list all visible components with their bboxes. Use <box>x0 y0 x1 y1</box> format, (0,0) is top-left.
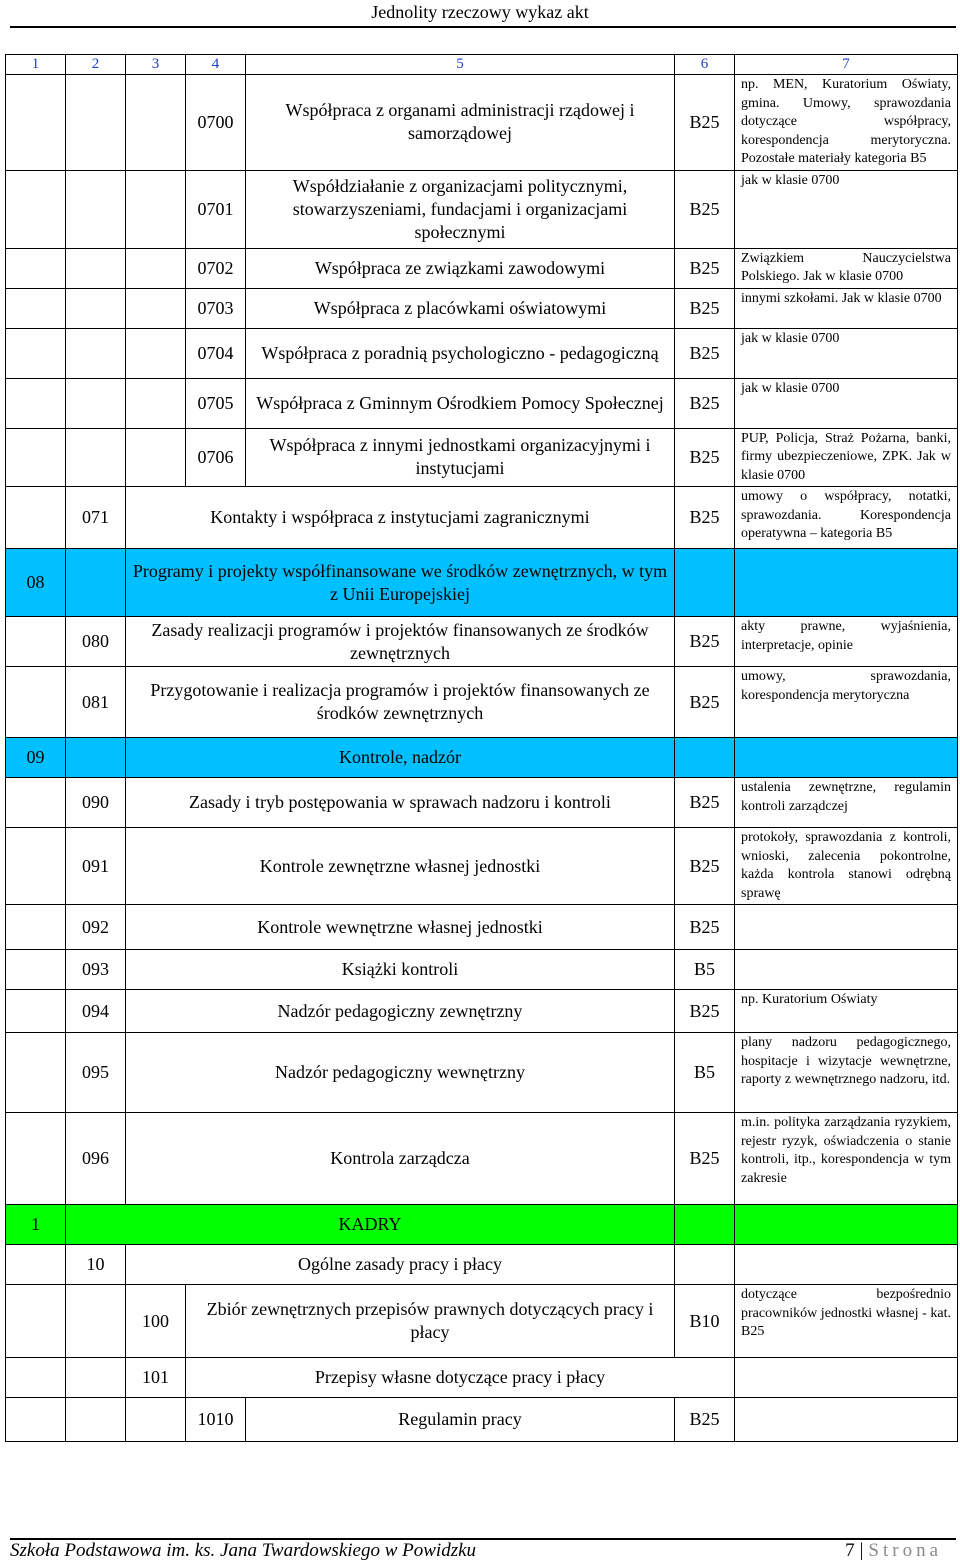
category-cell: B25 <box>675 248 735 288</box>
notes-cell: ustalenia zewnętrzne, regulamin kontroli zarządczej <box>735 778 958 828</box>
code-cell <box>6 1033 66 1113</box>
code-cell: 09 <box>6 738 66 778</box>
class-name-cell: Kontrole, nadzór <box>126 738 675 778</box>
class-name-cell: Współpraca ze związkami zawodowymi <box>246 248 675 288</box>
code-cell <box>66 428 126 487</box>
code-cell <box>126 75 186 171</box>
table-row <box>6 170 958 248</box>
category-cell: B25 <box>675 1398 735 1442</box>
code-cell <box>6 667 66 738</box>
table-row <box>6 549 958 617</box>
class-name-cell: Przepisy własne dotyczące pracy i płacy <box>186 1358 735 1398</box>
column-number: 4 <box>186 55 246 75</box>
code-cell: 0706 <box>186 428 246 487</box>
code-cell: 0703 <box>186 288 246 328</box>
code-cell <box>6 1113 66 1205</box>
code-cell <box>6 248 66 288</box>
code-cell <box>126 328 186 378</box>
code-cell <box>6 428 66 487</box>
code-cell: 08 <box>6 549 66 617</box>
code-cell <box>126 378 186 428</box>
class-name-cell: Współpraca z poradnią psychologiczno - pedagogiczną <box>246 328 675 378</box>
table-row <box>6 950 958 990</box>
category-cell <box>675 1245 735 1285</box>
code-cell: 071 <box>66 487 126 549</box>
table-row <box>6 1245 958 1285</box>
code-cell: 093 <box>66 950 126 990</box>
category-cell <box>675 549 735 617</box>
code-cell <box>6 617 66 667</box>
category-cell: B25 <box>675 75 735 171</box>
notes-cell: akty prawne, wyjaśnienia, interpretacje, opinie <box>735 617 958 667</box>
notes-cell <box>735 1398 958 1442</box>
code-cell <box>6 328 66 378</box>
code-cell <box>66 549 126 617</box>
code-cell: 100 <box>126 1285 186 1358</box>
notes-cell <box>735 1245 958 1285</box>
table-row <box>6 1113 958 1205</box>
category-cell: B25 <box>675 1113 735 1205</box>
class-name-cell: Przygotowanie i realizacja programów i projektów finansowanych ze środków zewnętrznych <box>126 667 675 738</box>
notes-cell: m.in. polityka zarządzania ryzykiem, rejestr ryzyk, oświadczenia o stanie kontroli, itp., korespondencja w tym zakresie <box>735 1113 958 1205</box>
class-name-cell: Kontrola zarządcza <box>126 1113 675 1205</box>
category-cell: B25 <box>675 378 735 428</box>
code-cell <box>66 170 126 248</box>
column-number: 1 <box>6 55 66 75</box>
code-cell: 081 <box>66 667 126 738</box>
category-cell: B25 <box>675 288 735 328</box>
table-row <box>6 1398 958 1442</box>
notes-cell: PUP, Policja, Straż Pożarna, banki, firmy ubezpieczeniowe, ZPK. Jak w klasie 0700 <box>735 428 958 487</box>
category-cell: B5 <box>675 1033 735 1113</box>
code-cell <box>6 378 66 428</box>
code-cell <box>6 905 66 950</box>
page-separator: | <box>859 1540 864 1561</box>
notes-cell: Związkiem Nauczycielstwa Polskiego. Jak w klasie 0700 <box>735 248 958 288</box>
table-row <box>6 328 958 378</box>
table-row <box>6 828 958 905</box>
category-cell <box>675 1205 735 1245</box>
category-cell: B25 <box>675 617 735 667</box>
code-cell: 10 <box>66 1245 126 1285</box>
notes-cell: dotyczące bezpośrednio pracowników jednostki własnej - kat. B25 <box>735 1285 958 1358</box>
code-cell <box>6 1245 66 1285</box>
code-cell: 092 <box>66 905 126 950</box>
code-cell <box>6 1285 66 1358</box>
code-cell <box>66 328 126 378</box>
header-rule <box>10 26 956 28</box>
notes-cell: umowy o współpracy, notatki, sprawozdania. Korespondencja operatywna – kategoria B5 <box>735 487 958 549</box>
code-cell: 101 <box>126 1358 186 1398</box>
notes-cell <box>735 905 958 950</box>
code-cell: 0705 <box>186 378 246 428</box>
table-row <box>6 738 958 778</box>
notes-cell <box>735 738 958 778</box>
code-cell <box>126 1398 186 1442</box>
column-numbers-row <box>6 55 958 75</box>
notes-cell <box>735 1358 958 1398</box>
code-cell <box>6 487 66 549</box>
records-table <box>5 54 958 1442</box>
notes-cell <box>735 1205 958 1245</box>
code-cell: 096 <box>66 1113 126 1205</box>
column-number: 2 <box>66 55 126 75</box>
code-cell <box>6 288 66 328</box>
notes-cell: jak w klasie 0700 <box>735 378 958 428</box>
class-name-cell: Współpraca z placówkami oświatowymi <box>246 288 675 328</box>
category-cell: B25 <box>675 428 735 487</box>
code-cell <box>66 75 126 171</box>
code-cell <box>6 75 66 171</box>
table-row <box>6 905 958 950</box>
category-cell: B25 <box>675 487 735 549</box>
table-row <box>6 428 958 487</box>
code-cell: 0700 <box>186 75 246 171</box>
table-row <box>6 487 958 549</box>
code-cell: 090 <box>66 778 126 828</box>
class-name-cell: Zbiór zewnętrznych przepisów prawnych dotyczących pracy i płacy <box>186 1285 675 1358</box>
class-name-cell: Współpraca z organami administracji rządowej i samorządowej <box>246 75 675 171</box>
table-row <box>6 1033 958 1113</box>
class-name-cell: Książki kontroli <box>126 950 675 990</box>
page-header: Jednolity rzeczowy wykaz akt <box>371 2 589 22</box>
code-cell <box>126 428 186 487</box>
code-cell <box>66 738 126 778</box>
table-row <box>6 990 958 1033</box>
category-cell: B25 <box>675 170 735 248</box>
table-row <box>6 1205 958 1245</box>
code-cell <box>66 1285 126 1358</box>
code-cell: 1 <box>6 1205 66 1245</box>
column-number: 6 <box>675 55 735 75</box>
category-cell: B25 <box>675 328 735 378</box>
footer-page <box>845 1540 942 1562</box>
class-name-cell: Kontrole wewnętrzne własnej jednostki <box>126 905 675 950</box>
class-name-cell: Nadzór pedagogiczny wewnętrzny <box>126 1033 675 1113</box>
code-cell <box>6 170 66 248</box>
class-name-cell: Współpraca z Gminnym Ośrodkiem Pomocy Społecznej <box>246 378 675 428</box>
category-cell <box>675 738 735 778</box>
class-name-cell: Kontrole zewnętrzne własnej jednostki <box>126 828 675 905</box>
code-cell <box>6 1358 66 1398</box>
column-number: 7 <box>735 55 958 75</box>
table-row <box>6 248 958 288</box>
code-cell <box>66 248 126 288</box>
code-cell <box>66 288 126 328</box>
class-name-cell: Zasady i tryb postępowania w sprawach nadzoru i kontroli <box>126 778 675 828</box>
class-name-cell: Zasady realizacji programów i projektów finansowanych ze środków zewnętrznych <box>126 617 675 667</box>
code-cell <box>126 288 186 328</box>
notes-cell: innymi szkołami. Jak w klasie 0700 <box>735 288 958 328</box>
code-cell: 091 <box>66 828 126 905</box>
notes-cell: plany nadzoru pedagogicznego, hospitacje i wizytacje wewnętrzne, raporty z wewnętrznego nadzoru, itd. <box>735 1033 958 1113</box>
code-cell: 0702 <box>186 248 246 288</box>
notes-cell <box>735 950 958 990</box>
code-cell <box>66 378 126 428</box>
table-row <box>6 288 958 328</box>
code-cell <box>6 950 66 990</box>
column-number: 5 <box>246 55 675 75</box>
code-cell <box>6 990 66 1033</box>
code-cell <box>6 1398 66 1442</box>
class-name-cell: Ogólne zasady pracy i płacy <box>126 1245 675 1285</box>
notes-cell: jak w klasie 0700 <box>735 170 958 248</box>
column-number: 3 <box>126 55 186 75</box>
category-cell: B25 <box>675 778 735 828</box>
category-cell: B25 <box>675 990 735 1033</box>
code-cell <box>6 828 66 905</box>
category-cell: B5 <box>675 950 735 990</box>
table-row <box>6 1285 958 1358</box>
code-cell: 0704 <box>186 328 246 378</box>
category-cell: B10 <box>675 1285 735 1358</box>
category-cell: B25 <box>675 828 735 905</box>
code-cell: 1010 <box>186 1398 246 1442</box>
notes-cell: np. Kuratorium Oświaty <box>735 990 958 1033</box>
notes-cell: umowy, sprawozdania, korespondencja merytoryczna <box>735 667 958 738</box>
notes-cell: jak w klasie 0700 <box>735 328 958 378</box>
table-row <box>6 378 958 428</box>
code-cell: 094 <box>66 990 126 1033</box>
class-name-cell: Współpraca z innymi jednostkami organizacyjnymi i instytucjami <box>246 428 675 487</box>
table-row <box>6 75 958 171</box>
table-row <box>6 778 958 828</box>
category-cell: B25 <box>675 667 735 738</box>
code-cell: 095 <box>66 1033 126 1113</box>
footer-school-name: Szkoła Podstawowa im. ks. Jana Twardowskiego w Powidzku <box>10 1540 477 1561</box>
class-name-cell: KADRY <box>66 1205 675 1245</box>
table-row <box>6 1358 958 1398</box>
code-cell: 080 <box>66 617 126 667</box>
page-word: Strona <box>868 1540 942 1561</box>
code-cell <box>126 170 186 248</box>
code-cell: 0701 <box>186 170 246 248</box>
code-cell <box>66 1358 126 1398</box>
class-name-cell: Programy i projekty współfinansowane we środków zewnętrznych, w tym z Unii Europejskiej <box>126 549 675 617</box>
class-name-cell: Regulamin pracy <box>246 1398 675 1442</box>
class-name-cell: Nadzór pedagogiczny zewnętrzny <box>126 990 675 1033</box>
category-cell: B25 <box>675 905 735 950</box>
notes-cell: protokoły, sprawozdania z kontroli, wnioski, zalecenia pokontrolne, każda kontrola stanowi odrębną sprawę <box>735 828 958 905</box>
code-cell <box>6 778 66 828</box>
page-number: 7 <box>845 1540 855 1561</box>
class-name-cell: Kontakty i współpraca z instytucjami zagranicznymi <box>126 487 675 549</box>
table-row <box>6 617 958 667</box>
code-cell <box>66 1398 126 1442</box>
notes-cell: np. MEN, Kuratorium Oświaty, gmina. Umowy, sprawozdania dotyczące współpracy, korespondencja merytoryczna. Pozostałe materiały kategoria B5 <box>735 75 958 171</box>
table-row <box>6 667 958 738</box>
class-name-cell: Współdziałanie z organizacjami politycznymi, stowarzyszeniami, fundacjami i organizacjami społecznymi <box>246 170 675 248</box>
code-cell <box>126 248 186 288</box>
notes-cell <box>735 549 958 617</box>
